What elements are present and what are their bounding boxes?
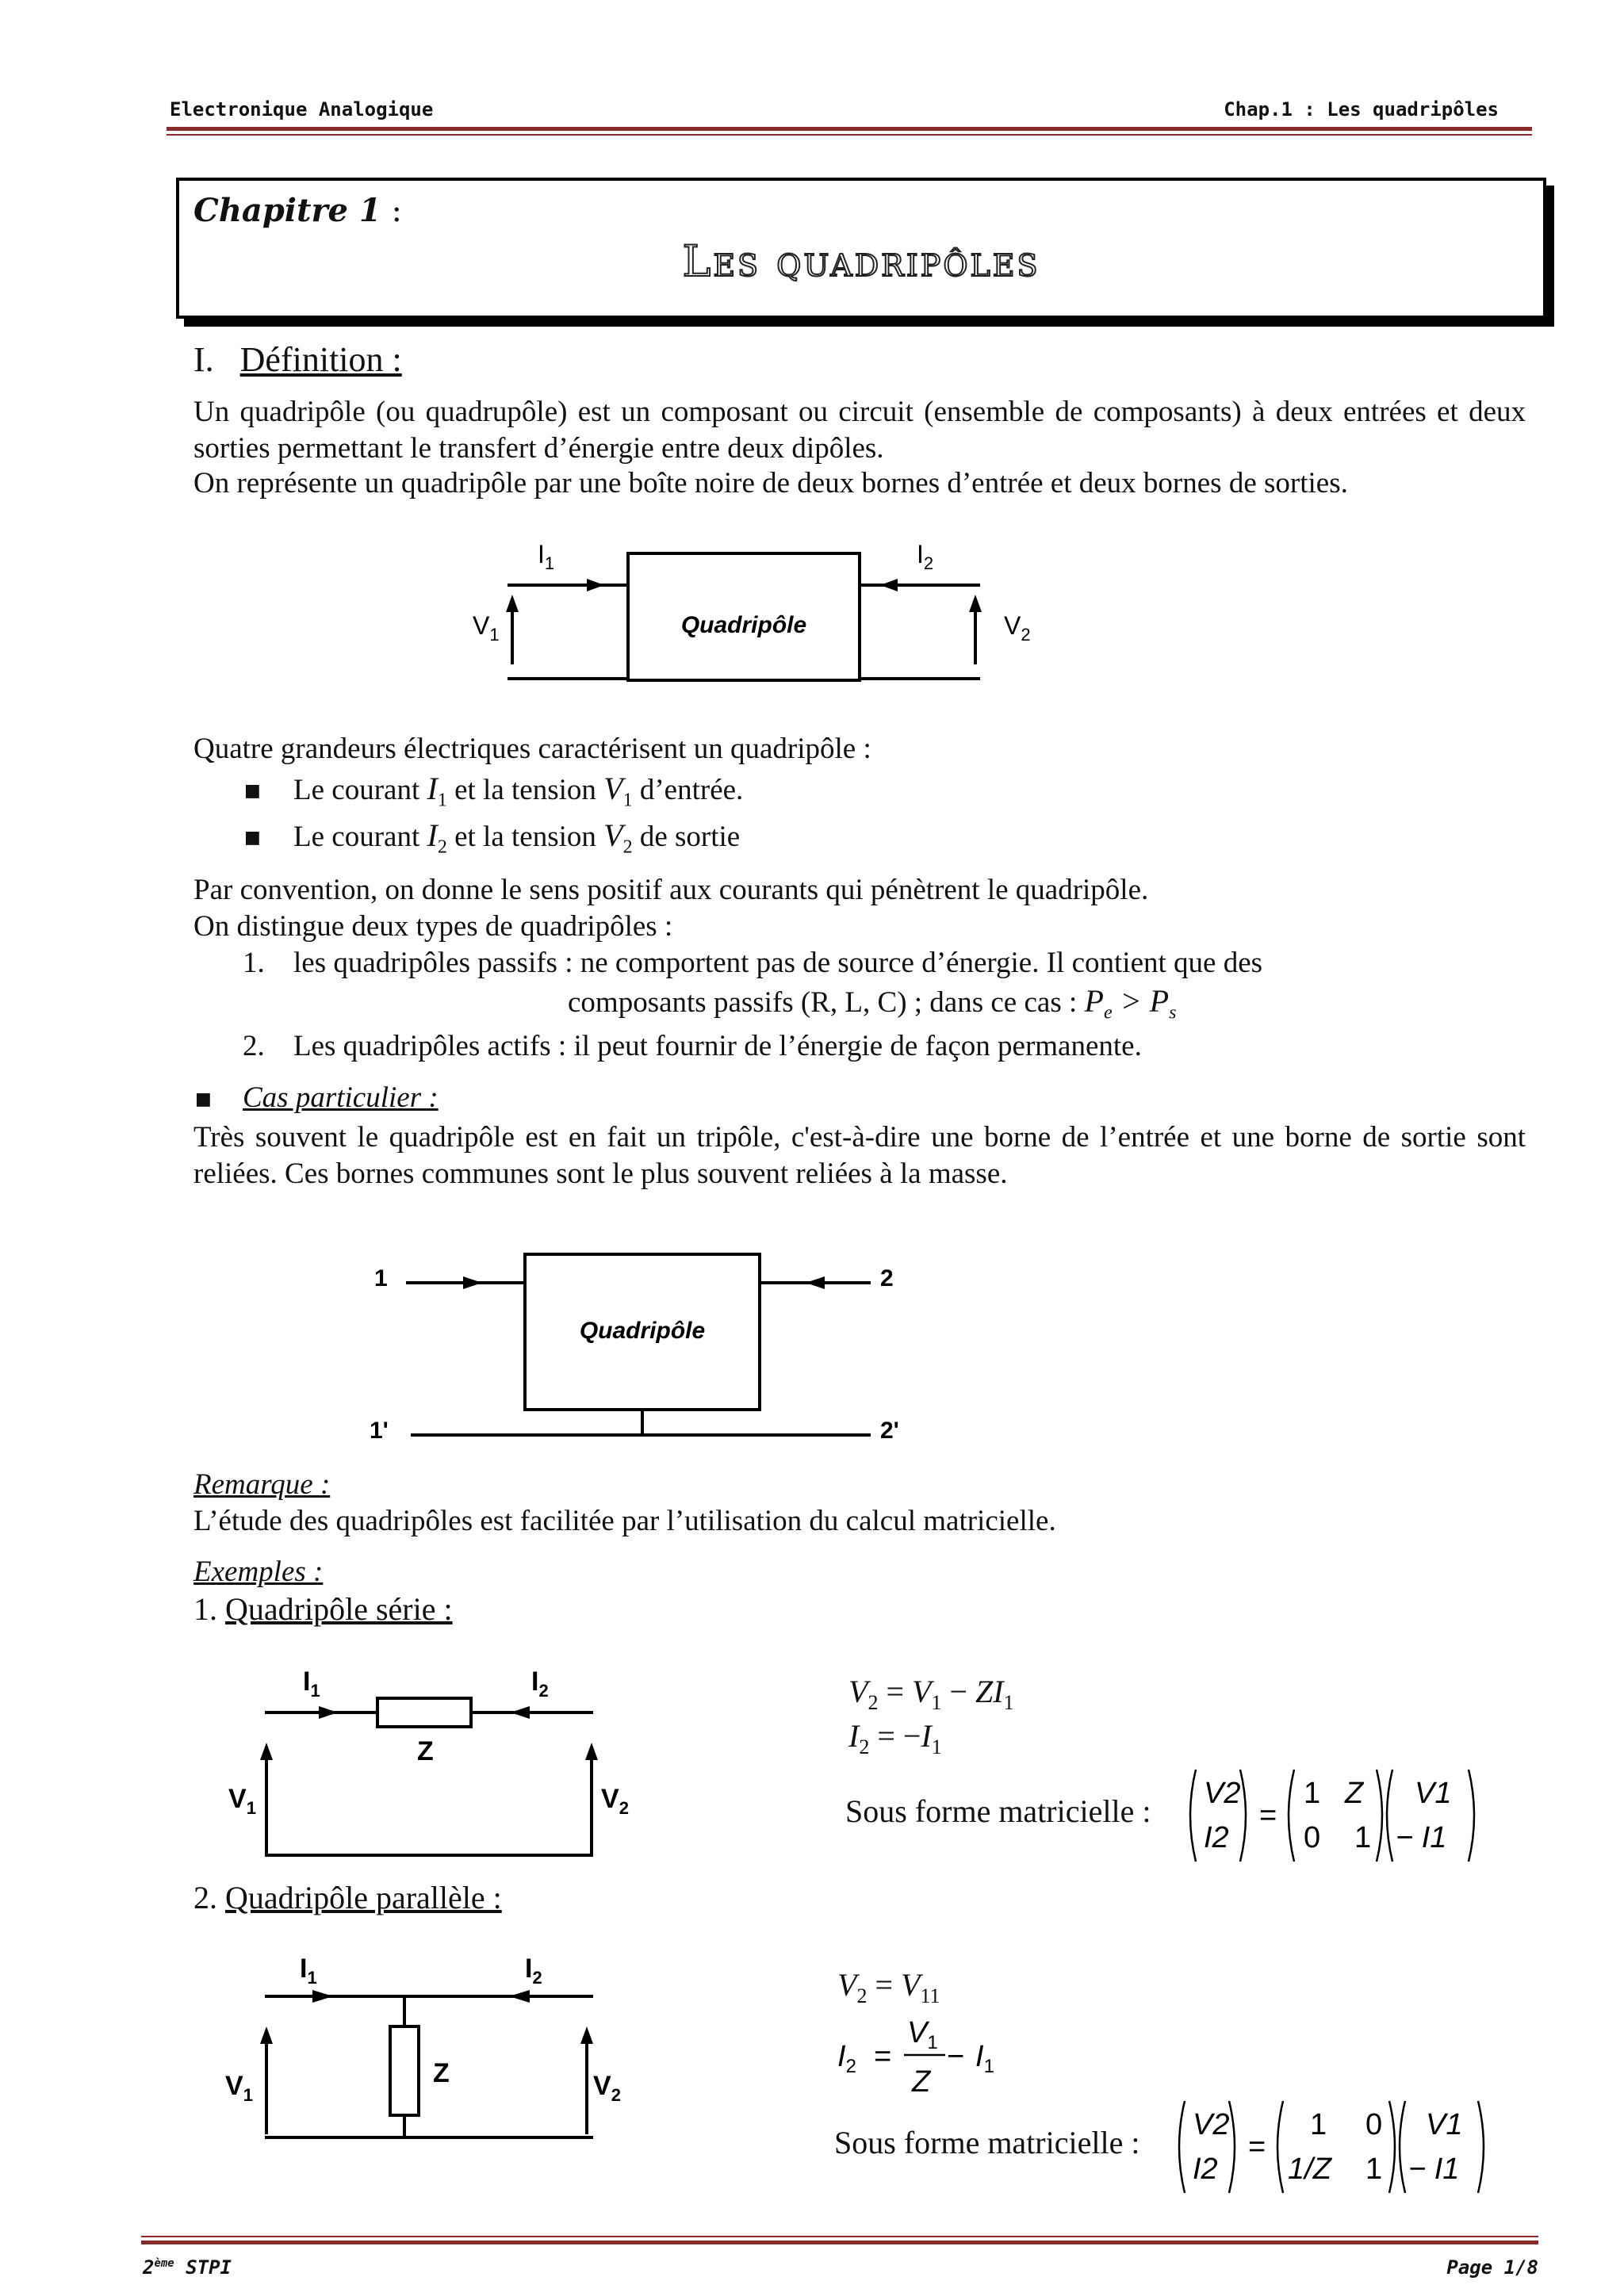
i1-arrow bbox=[319, 1706, 338, 1719]
example2-heading: 2. Quadripôle parallèle : bbox=[193, 1880, 502, 1915]
i2-arrow bbox=[880, 579, 898, 591]
list-item-active: Les quadripôles actifs : il peut fournir de l’énergie de façon permanente. bbox=[293, 1030, 1142, 1062]
lhs-i2: I2 bbox=[1193, 2152, 1218, 2186]
lhs-v2: V2 bbox=[1193, 2108, 1230, 2141]
i2-label: $I_2$ bbox=[917, 540, 934, 573]
header-left: Electronique Analogique bbox=[170, 98, 434, 121]
footer-left: 2ème STPI bbox=[143, 2256, 232, 2279]
impedance-z bbox=[377, 1698, 471, 1727]
i1-label: $I_1$ bbox=[303, 1667, 320, 1701]
quadripole-diagram bbox=[444, 523, 1047, 714]
svg-text:I2: $I_2$ bbox=[837, 2040, 856, 2077]
v1-arrow bbox=[506, 595, 519, 612]
parallel-matrix bbox=[1174, 2096, 1491, 2199]
list-number: 2. bbox=[243, 1030, 265, 1062]
parallel-matrix-label: Sous forme matricielle : bbox=[834, 2125, 1140, 2160]
list-item-passive-cont: composants passifs (R, L, C) ; dans ce cas : $P_e > P_s$ bbox=[568, 983, 1177, 1024]
example1-heading: 1. Quadripôle série : bbox=[193, 1591, 453, 1627]
v2-arrow bbox=[969, 595, 982, 612]
definition-paragraph: Un quadripôle (ou quadrupôle) est un composant ou circuit (ensemble de composants) à deux entrées et deux sorties permettant le transfert d’énergie entre deux dipôles. bbox=[193, 396, 1526, 465]
matrix-cell: 0 bbox=[1304, 1821, 1321, 1854]
remark-text: L’étude des quadripôles est facilitée par l’utilisation du calcul matricielle. bbox=[193, 1505, 1056, 1537]
i2-arrow bbox=[509, 1990, 530, 2003]
output-arrow bbox=[806, 1276, 825, 1289]
matrix-cell: 0 bbox=[1365, 2108, 1383, 2141]
series-matrix bbox=[1185, 1765, 1486, 1868]
svg-text:=: = bbox=[1259, 1799, 1277, 1832]
matrix-cell: 1 bbox=[1354, 1821, 1372, 1854]
i2-label: $I_2$ bbox=[531, 1667, 549, 1701]
v2-arrow bbox=[580, 2026, 593, 2044]
v1-label: $V_1$ bbox=[228, 1784, 256, 1818]
matrix-cell: Z bbox=[1345, 1777, 1364, 1810]
special-case-title: Cas particulier : bbox=[243, 1081, 439, 1114]
i1-arrow bbox=[587, 579, 604, 591]
bullet-marker: ■ bbox=[195, 1089, 212, 1109]
series-equation-2: $I_2 = -I_1$ bbox=[848, 1718, 942, 1758]
matrix-cell: 1/Z bbox=[1288, 2152, 1331, 2186]
header-right: Chap.1 : Les quadripôles bbox=[1224, 98, 1499, 121]
i1-label: $I_1$ bbox=[538, 540, 555, 573]
rhs-v1: V1 bbox=[1415, 1777, 1452, 1810]
rhs-i1: − I1 bbox=[1396, 1821, 1447, 1854]
lhs-i2: I2 bbox=[1204, 1821, 1229, 1854]
svg-text:Z: Z bbox=[912, 2065, 931, 2099]
types-intro: On distingue deux types de quadripôles : bbox=[193, 910, 673, 943]
bullet-marker: ■ bbox=[244, 828, 261, 848]
v1-arrow bbox=[260, 1743, 273, 1760]
rhs-i1: − I1 bbox=[1408, 2152, 1460, 2186]
v2-label: $V_2$ bbox=[601, 1784, 629, 1818]
footer-rule bbox=[141, 2241, 1538, 2244]
i2-label: $I_2$ bbox=[525, 1954, 542, 1988]
i2-arrow bbox=[511, 1706, 530, 1719]
list-number: 1. bbox=[243, 947, 265, 979]
matrix-cell: 1 bbox=[1365, 2152, 1383, 2186]
parallel-equation-2 bbox=[836, 2011, 1026, 2099]
bullet-item: Le courant $I_2$ et la tension $V_2$ de sortie bbox=[293, 817, 741, 858]
terminal-1: 1 bbox=[374, 1265, 388, 1292]
z-label: Z bbox=[433, 2058, 450, 2088]
box-label: Quadripôle bbox=[579, 1318, 706, 1344]
series-circuit bbox=[214, 1649, 658, 1871]
footer-rule-thin bbox=[141, 2236, 1538, 2237]
header-rule-thin bbox=[167, 134, 1532, 136]
svg-text:−: − bbox=[947, 2040, 965, 2073]
series-matrix-label: Sous forme matricielle : bbox=[845, 1793, 1151, 1829]
representation-paragraph: On représente un quadripôle par une boîte noire de deux bornes d’entrée et deux bornes de sorties. bbox=[193, 467, 1348, 499]
v1-label: $V_1$ bbox=[225, 2071, 253, 2105]
terminal-2p: 2' bbox=[880, 1418, 899, 1443]
input-arrow bbox=[463, 1276, 482, 1289]
list-item-passive: les quadripôles passifs : ne comportent pas de source d’énergie. Il contient que des bbox=[293, 947, 1263, 979]
matrix-cell: 1 bbox=[1310, 2108, 1327, 2141]
svg-text:=: = bbox=[874, 2040, 892, 2073]
rhs-v1: V1 bbox=[1426, 2108, 1463, 2141]
i1-arrow bbox=[312, 1990, 333, 2003]
series-equation-1: $V_2 = V_1 - ZI_1$ bbox=[848, 1674, 1014, 1714]
footer-page-number: Page 1/8 bbox=[1446, 2256, 1538, 2279]
v2-arrow bbox=[585, 1743, 598, 1760]
z-label: Z bbox=[417, 1736, 434, 1766]
v2-label: $V_2$ bbox=[593, 2071, 621, 2105]
section-heading: I. Définition : bbox=[193, 340, 402, 379]
lhs-v2: V2 bbox=[1204, 1777, 1241, 1810]
quantities-intro: Quatre grandeurs électriques caractérisent un quadripôle : bbox=[193, 733, 871, 765]
convention-paragraph: Par convention, on donne le sens positif aux courants qui pénètrent le quadripôle. bbox=[193, 874, 1149, 906]
svg-text:=: = bbox=[1248, 2130, 1266, 2164]
parallel-equation-1: $V_2 = V_{11}$ bbox=[837, 1967, 940, 2007]
tripole-diagram bbox=[357, 1237, 928, 1443]
box-label: Quadripôle bbox=[680, 612, 807, 638]
v1-arrow bbox=[260, 2026, 273, 2044]
i1-label: $I_1$ bbox=[300, 1954, 317, 1988]
special-case-text: Très souvent le quadripôle est en fait un tripôle, c'est-à-dire une borne de l’entrée et une borne de sortie sont reliées. Ces bornes communes sont le plus souvent reliées à la masse. bbox=[193, 1121, 1526, 1190]
terminal-1p: 1' bbox=[370, 1418, 389, 1443]
bullet-marker: ■ bbox=[244, 781, 261, 801]
examples-title: Exemples : bbox=[193, 1556, 324, 1588]
header-rule bbox=[167, 127, 1532, 131]
svg-text:I1: $I_1$ bbox=[975, 2040, 994, 2077]
chapter-label: Chapitre 1 : bbox=[193, 192, 402, 229]
bullet-item: Le courant $I_1$ et la tension $V_1$ d’entrée. bbox=[293, 771, 744, 811]
impedance-z bbox=[390, 2026, 419, 2115]
parallel-circuit bbox=[214, 1947, 658, 2145]
v2-label: $V_2$ bbox=[1004, 611, 1031, 645]
matrix-cell: 1 bbox=[1304, 1777, 1321, 1810]
terminal-2: 2 bbox=[880, 1265, 894, 1292]
chapter-title: Les quadripôles bbox=[682, 236, 1040, 286]
v1-label: $V_1$ bbox=[473, 611, 500, 645]
remark-title: Remarque : bbox=[193, 1468, 331, 1501]
svg-text:V1: $V_1$ bbox=[907, 2016, 938, 2053]
chapter-title-box bbox=[176, 178, 1546, 319]
